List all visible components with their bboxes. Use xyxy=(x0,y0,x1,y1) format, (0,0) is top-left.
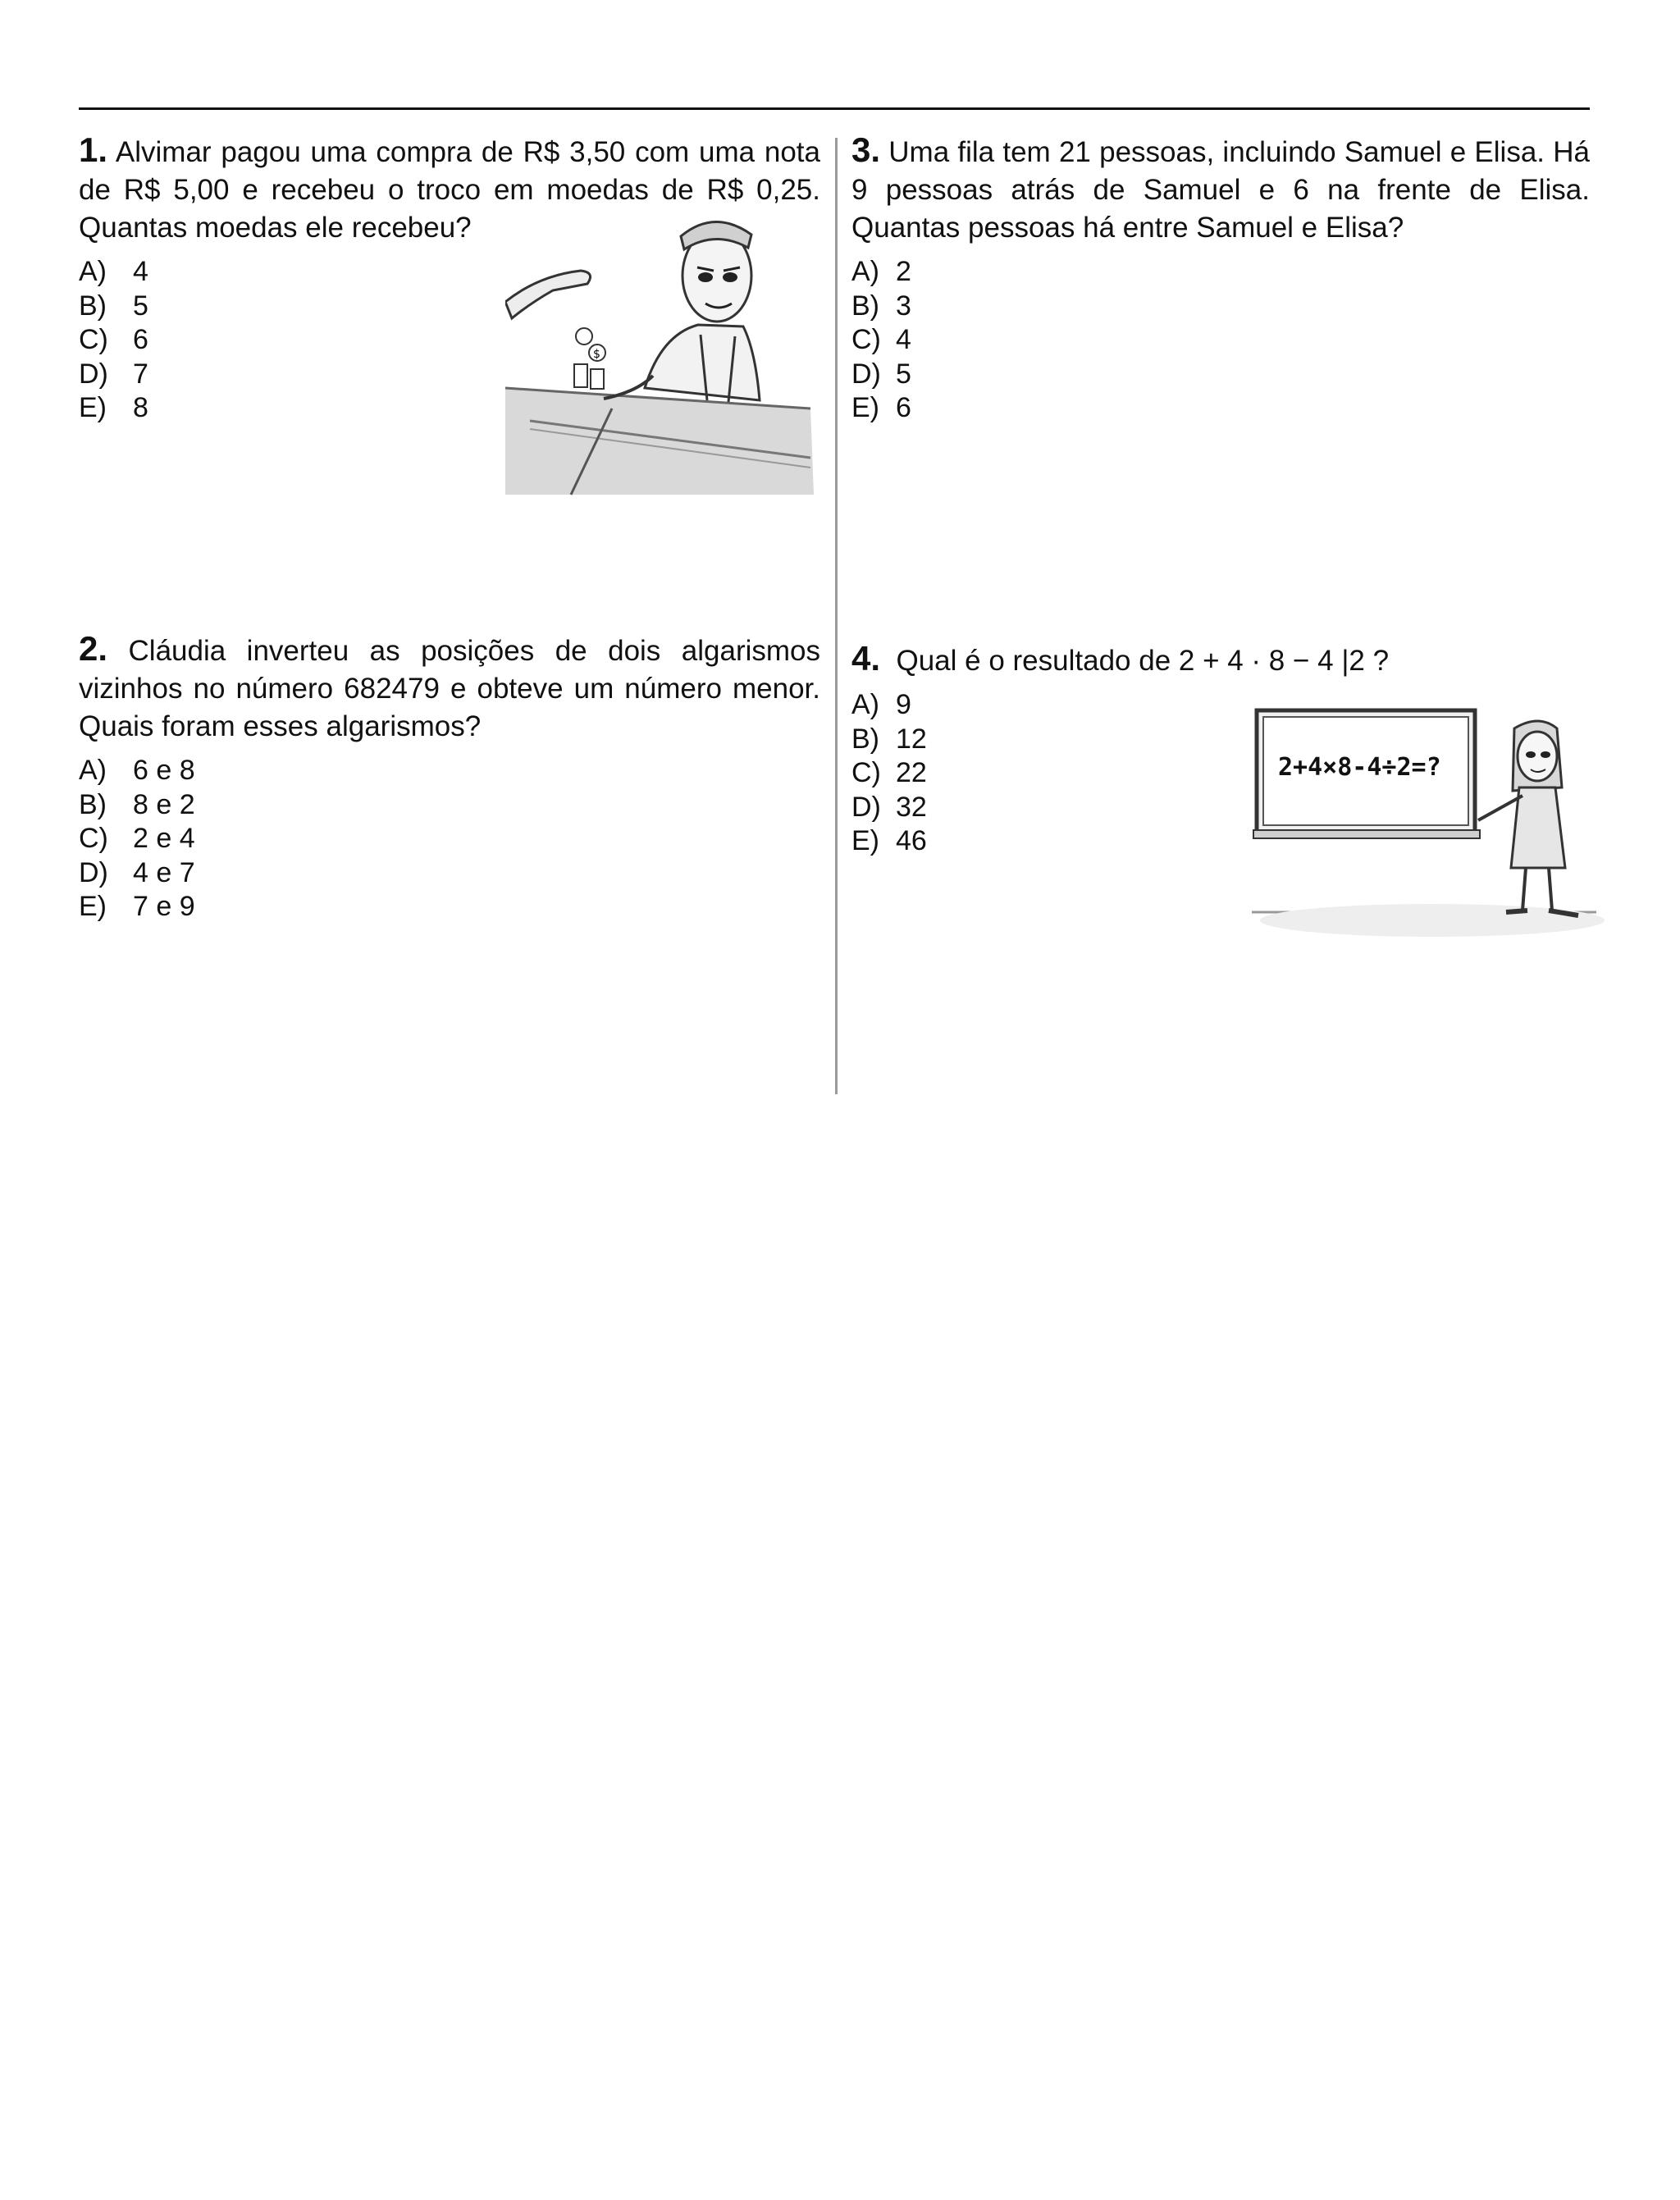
question-3-text xyxy=(851,131,1590,247)
option-b[interactable] xyxy=(79,788,820,823)
option-letter: A) xyxy=(79,755,107,786)
option-letter: C) xyxy=(79,823,108,854)
question-1-number: 1. xyxy=(79,130,108,169)
question-2-number: 2. xyxy=(79,629,108,668)
option-value: 3 xyxy=(896,290,911,322)
option-letter: B) xyxy=(79,290,107,322)
option-letter: B) xyxy=(851,290,879,322)
option-letter: D) xyxy=(851,358,881,390)
option-value: 46 xyxy=(896,825,927,856)
option-c[interactable] xyxy=(79,822,820,856)
option-letter: E) xyxy=(79,891,107,922)
option-value: 4 e 7 xyxy=(133,856,195,888)
option-letter: A) xyxy=(851,256,879,287)
option-letter: C) xyxy=(851,757,881,788)
option-letter: D) xyxy=(851,791,881,823)
option-a[interactable] xyxy=(79,754,820,788)
question-3-number: 3. xyxy=(851,130,881,169)
option-value: 5 xyxy=(133,290,148,322)
question-1-statement: Alvimar pagou uma compra de R$ 3,50 com uma nota de R$ 5,00 e recebeu o troco em moedas de R$ 0,25. Quantas moedas ele recebeu? xyxy=(79,136,820,244)
option-letter: E) xyxy=(851,392,879,423)
option-letter: E) xyxy=(851,825,879,856)
option-value: 6 e 8 xyxy=(133,755,195,786)
option-value: 2 e 4 xyxy=(133,823,195,854)
option-e[interactable] xyxy=(851,391,1590,426)
column-divider xyxy=(835,138,838,1094)
option-letter: A) xyxy=(851,689,879,720)
option-value: 8 e 2 xyxy=(133,788,195,820)
question-4-text xyxy=(851,640,1590,680)
option-b[interactable] xyxy=(851,290,1590,324)
option-value: 7 xyxy=(133,358,148,390)
question-4-number: 4. xyxy=(851,639,881,678)
option-a[interactable] xyxy=(851,255,1590,290)
option-d[interactable] xyxy=(851,358,1590,392)
question-2-options xyxy=(79,754,820,924)
option-value: 6 xyxy=(133,324,148,355)
question-2-text xyxy=(79,630,820,746)
option-value: 32 xyxy=(896,791,927,823)
option-c[interactable] xyxy=(851,323,1590,358)
option-value: 8 xyxy=(133,392,148,423)
question-3 xyxy=(851,131,1590,426)
option-value: 7 e 9 xyxy=(133,891,195,922)
option-letter: C) xyxy=(79,324,108,355)
option-letter: D) xyxy=(79,358,108,390)
option-value: 2 xyxy=(896,256,911,287)
teacher-illustration xyxy=(1252,705,1608,952)
option-letter: C) xyxy=(851,324,881,355)
option-letter: A) xyxy=(79,256,107,287)
option-value: 4 xyxy=(133,256,148,287)
question-3-options xyxy=(851,255,1590,426)
option-value: 22 xyxy=(896,757,927,788)
option-value: 9 xyxy=(896,689,911,720)
option-e[interactable] xyxy=(79,890,820,924)
option-letter: E) xyxy=(79,392,107,423)
top-rule xyxy=(79,107,1590,110)
option-value: 4 xyxy=(896,324,911,355)
option-letter: B) xyxy=(851,723,879,755)
option-value: 5 xyxy=(896,358,911,390)
option-letter: D) xyxy=(79,856,108,888)
question-4-statement: Qual é o resultado de 2 + 4 · 8 − 4 |2 ? xyxy=(896,645,1390,677)
question-2-statement: Cláudia inverteu as posições de dois algarismos vizinhos no número 682479 e obteve um número menor. Quais foram esses algarismos? xyxy=(79,635,821,742)
blackboard-text: 2+4×8-4÷2=? xyxy=(1278,753,1441,782)
option-d[interactable] xyxy=(79,856,820,891)
option-value: 6 xyxy=(896,392,911,423)
coin-label: $ xyxy=(593,348,600,361)
cashier-illustration xyxy=(505,212,817,499)
option-letter: B) xyxy=(79,788,107,820)
question-2 xyxy=(79,630,820,924)
option-value: 12 xyxy=(896,723,927,755)
question-3-statement: Uma fila tem 21 pessoas, incluindo Samuel e Elisa. Há 9 pessoas atrás de Samuel e 6 na frente de Elisa. Quantas pessoas há entre Samuel e Elisa? xyxy=(851,136,1590,244)
